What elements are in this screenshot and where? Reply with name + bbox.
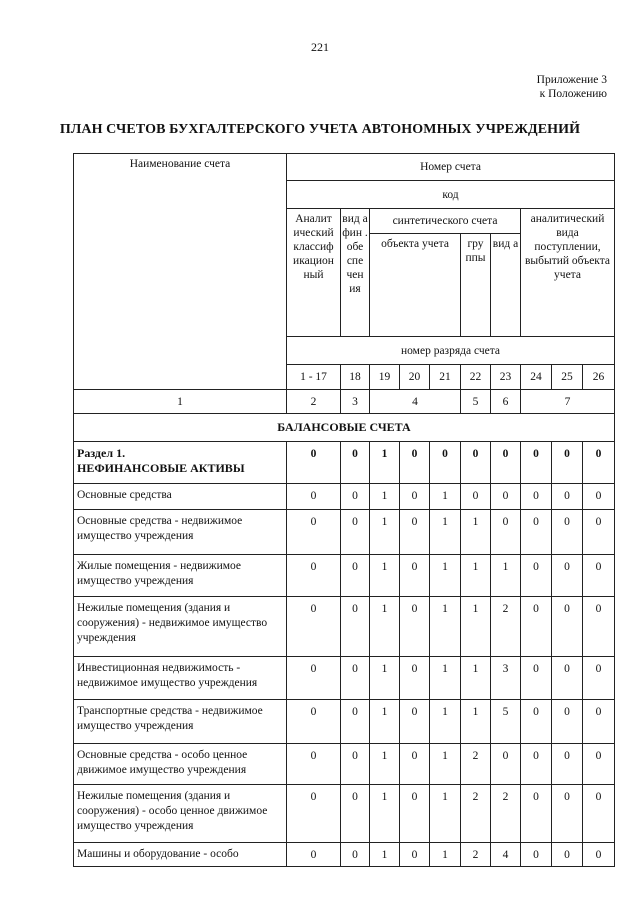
account-digit: 0 bbox=[521, 484, 552, 510]
account-digit: 0 bbox=[583, 843, 615, 867]
account-digit: 0 bbox=[287, 510, 341, 555]
account-digit: 1 bbox=[430, 484, 461, 510]
account-digit: 1 bbox=[430, 510, 461, 555]
digit-label: 22 bbox=[461, 365, 491, 390]
page-number: 221 bbox=[311, 40, 329, 54]
account-name: Основные средства bbox=[74, 484, 287, 510]
table-row bbox=[74, 657, 615, 700]
header-code: код bbox=[287, 181, 615, 209]
table-row bbox=[74, 484, 615, 510]
account-digit: 0 bbox=[552, 597, 583, 657]
account-digit: 0 bbox=[583, 700, 615, 744]
account-digit: 2 bbox=[461, 843, 491, 867]
account-digit: 0 bbox=[287, 597, 341, 657]
account-digit: 0 bbox=[583, 744, 615, 785]
column-number: 3 bbox=[341, 390, 370, 414]
account-digit: 0 bbox=[400, 657, 430, 700]
account-digit: 2 bbox=[491, 785, 521, 843]
account-digit: 0 bbox=[521, 442, 552, 484]
account-digit: 0 bbox=[583, 657, 615, 700]
account-digit: 1 bbox=[430, 555, 461, 597]
account-name: Нежилые помещения (здания и сооружения) - недвижимое имущество учреждения bbox=[74, 597, 287, 657]
account-digit: 0 bbox=[287, 843, 341, 867]
account-digit: 0 bbox=[400, 744, 430, 785]
account-digit: 0 bbox=[400, 597, 430, 657]
digit-label: 19 bbox=[370, 365, 400, 390]
account-digit: 0 bbox=[583, 442, 615, 484]
account-digit: 0 bbox=[400, 442, 430, 484]
account-digit: 2 bbox=[491, 597, 521, 657]
account-digit: 1 bbox=[370, 744, 400, 785]
account-digit: 0 bbox=[341, 510, 370, 555]
header-account-name: Наименование счета bbox=[74, 154, 287, 390]
account-digit: 0 bbox=[341, 700, 370, 744]
account-digit: 0 bbox=[400, 843, 430, 867]
column-number: 4 bbox=[370, 390, 461, 414]
account-name: Основные средства - недвижимое имущество учреждения bbox=[74, 510, 287, 555]
header-analytic-classification: Аналит ический классиф икацион ный bbox=[287, 209, 341, 337]
document-title: ПЛАН СЧЕТОВ БУХГАЛТЕРСКОГО УЧЕТА АВТОНОМНЫХ УЧРЕЖДЕНИЙ bbox=[59, 122, 581, 137]
digit-label: 25 bbox=[552, 365, 583, 390]
account-digit: 0 bbox=[521, 785, 552, 843]
digit-label: 18 bbox=[341, 365, 370, 390]
account-digit: 1 bbox=[430, 744, 461, 785]
account-digit: 1 bbox=[370, 484, 400, 510]
digit-label: 26 bbox=[583, 365, 615, 390]
account-digit: 0 bbox=[521, 744, 552, 785]
account-name: Нежилые помещения (здания и сооружения) - особо ценное движимое имущество учреждения bbox=[74, 785, 287, 843]
account-digit: 0 bbox=[491, 744, 521, 785]
account-digit: 0 bbox=[287, 484, 341, 510]
table-row bbox=[74, 555, 615, 597]
account-digit: 1 bbox=[461, 597, 491, 657]
balance-accounts-title: БАЛАНСОВЫЕ СЧЕТА bbox=[74, 414, 615, 442]
account-digit: 0 bbox=[341, 785, 370, 843]
account-digit: 0 bbox=[583, 484, 615, 510]
account-digit: 1 bbox=[370, 657, 400, 700]
account-digit: 1 bbox=[461, 510, 491, 555]
column-number: 2 bbox=[287, 390, 341, 414]
header-account-number: Номер счета bbox=[287, 154, 615, 181]
account-digit: 0 bbox=[583, 785, 615, 843]
header-analytic-type: аналитический вида поступлении, выбытий объекта учета bbox=[521, 209, 615, 337]
account-digit: 1 bbox=[430, 597, 461, 657]
account-digit: 2 bbox=[461, 785, 491, 843]
account-digit: 0 bbox=[461, 484, 491, 510]
account-digit: 0 bbox=[521, 597, 552, 657]
account-digit: 1 bbox=[370, 442, 400, 484]
header-group: гру ппы bbox=[461, 234, 491, 337]
account-digit: 3 bbox=[491, 657, 521, 700]
account-digit: 5 bbox=[491, 700, 521, 744]
account-digit: 0 bbox=[552, 657, 583, 700]
chart-of-accounts-table bbox=[73, 153, 615, 867]
account-digit: 1 bbox=[430, 657, 461, 700]
account-digit: 1 bbox=[370, 510, 400, 555]
column-number: 1 bbox=[74, 390, 287, 414]
account-digit: 1 bbox=[491, 555, 521, 597]
header-synthetic-account: синтетического счета bbox=[370, 209, 521, 234]
account-digit: 0 bbox=[491, 510, 521, 555]
table-row bbox=[74, 843, 615, 867]
account-digit: 0 bbox=[341, 442, 370, 484]
account-digit: 0 bbox=[521, 843, 552, 867]
account-digit: 0 bbox=[552, 510, 583, 555]
account-digit: 0 bbox=[400, 555, 430, 597]
account-digit: 0 bbox=[287, 555, 341, 597]
account-digit: 0 bbox=[341, 843, 370, 867]
table-row bbox=[74, 510, 615, 555]
header-accounting-object: объекта учета bbox=[370, 234, 461, 337]
account-digit: 1 bbox=[370, 597, 400, 657]
account-digit: 0 bbox=[552, 484, 583, 510]
column-number: 5 bbox=[461, 390, 491, 414]
account-digit: 0 bbox=[552, 700, 583, 744]
account-name: Жилые помещения - недвижимое имущество учреждения bbox=[74, 555, 287, 597]
account-digit: 0 bbox=[430, 442, 461, 484]
account-digit: 0 bbox=[287, 442, 341, 484]
section-title: НЕФИНАНСОВЫЕ АКТИВЫ bbox=[77, 461, 245, 475]
column-number: 7 bbox=[521, 390, 615, 414]
account-digit: 1 bbox=[370, 785, 400, 843]
account-digit: 0 bbox=[341, 484, 370, 510]
digit-label: 20 bbox=[400, 365, 430, 390]
account-name: Инвестиционная недвижимость - недвижимое имущество учреждения bbox=[74, 657, 287, 700]
table-row bbox=[74, 785, 615, 843]
table-row bbox=[74, 597, 615, 657]
header-type-of-financing: вид а фин . обе спе чен ия bbox=[341, 209, 370, 337]
account-digit: 0 bbox=[461, 442, 491, 484]
account-digit: 0 bbox=[583, 555, 615, 597]
account-digit: 0 bbox=[521, 555, 552, 597]
digit-label: 24 bbox=[521, 365, 552, 390]
header-kind: вид а bbox=[491, 234, 521, 337]
account-name: Основные средства - особо ценное движимое имущество учреждения bbox=[74, 744, 287, 785]
account-digit: 0 bbox=[400, 510, 430, 555]
account-digit: 0 bbox=[400, 785, 430, 843]
account-digit: 0 bbox=[400, 484, 430, 510]
account-digit: 1 bbox=[370, 843, 400, 867]
account-digit: 0 bbox=[341, 657, 370, 700]
digit-label: 1 - 17 bbox=[287, 365, 341, 390]
table-row bbox=[74, 744, 615, 785]
column-number: 6 bbox=[491, 390, 521, 414]
digit-label: 23 bbox=[491, 365, 521, 390]
account-digit: 1 bbox=[430, 785, 461, 843]
account-digit: 0 bbox=[287, 700, 341, 744]
account-digit: 0 bbox=[552, 843, 583, 867]
digit-label: 21 bbox=[430, 365, 461, 390]
account-digit: 0 bbox=[521, 657, 552, 700]
account-digit: 1 bbox=[461, 657, 491, 700]
account-digit: 0 bbox=[491, 442, 521, 484]
account-digit: 0 bbox=[552, 442, 583, 484]
section-label: Раздел 1. bbox=[77, 446, 126, 460]
header-digit-position: номер разряда счета bbox=[287, 337, 615, 365]
account-digit: 2 bbox=[461, 744, 491, 785]
account-digit: 0 bbox=[341, 555, 370, 597]
account-digit: 0 bbox=[552, 785, 583, 843]
account-digit: 0 bbox=[583, 597, 615, 657]
account-digit: 0 bbox=[521, 510, 552, 555]
account-digit: 0 bbox=[341, 597, 370, 657]
account-digit: 0 bbox=[287, 744, 341, 785]
account-digit: 0 bbox=[491, 484, 521, 510]
account-digit: 1 bbox=[430, 700, 461, 744]
account-digit: 0 bbox=[400, 700, 430, 744]
appendix-note bbox=[537, 73, 607, 101]
account-digit: 1 bbox=[461, 555, 491, 597]
account-name: Машины и оборудование - особо bbox=[74, 843, 287, 867]
account-digit: 1 bbox=[461, 700, 491, 744]
account-digit: 0 bbox=[287, 657, 341, 700]
appendix-line-2: к Положению bbox=[539, 88, 607, 100]
account-digit: 0 bbox=[287, 785, 341, 843]
account-digit: 0 bbox=[552, 744, 583, 785]
account-digit: 1 bbox=[370, 555, 400, 597]
table-row bbox=[74, 700, 615, 744]
account-name: Транспортные средства - недвижимое имущество учреждения bbox=[74, 700, 287, 744]
account-digit: 0 bbox=[341, 744, 370, 785]
section-heading bbox=[74, 442, 287, 484]
account-digit: 0 bbox=[552, 555, 583, 597]
account-digit: 0 bbox=[521, 700, 552, 744]
account-digit: 1 bbox=[370, 700, 400, 744]
appendix-line-1: Приложение 3 bbox=[536, 74, 607, 86]
account-digit: 0 bbox=[583, 510, 615, 555]
account-digit: 1 bbox=[430, 843, 461, 867]
account-digit: 4 bbox=[491, 843, 521, 867]
